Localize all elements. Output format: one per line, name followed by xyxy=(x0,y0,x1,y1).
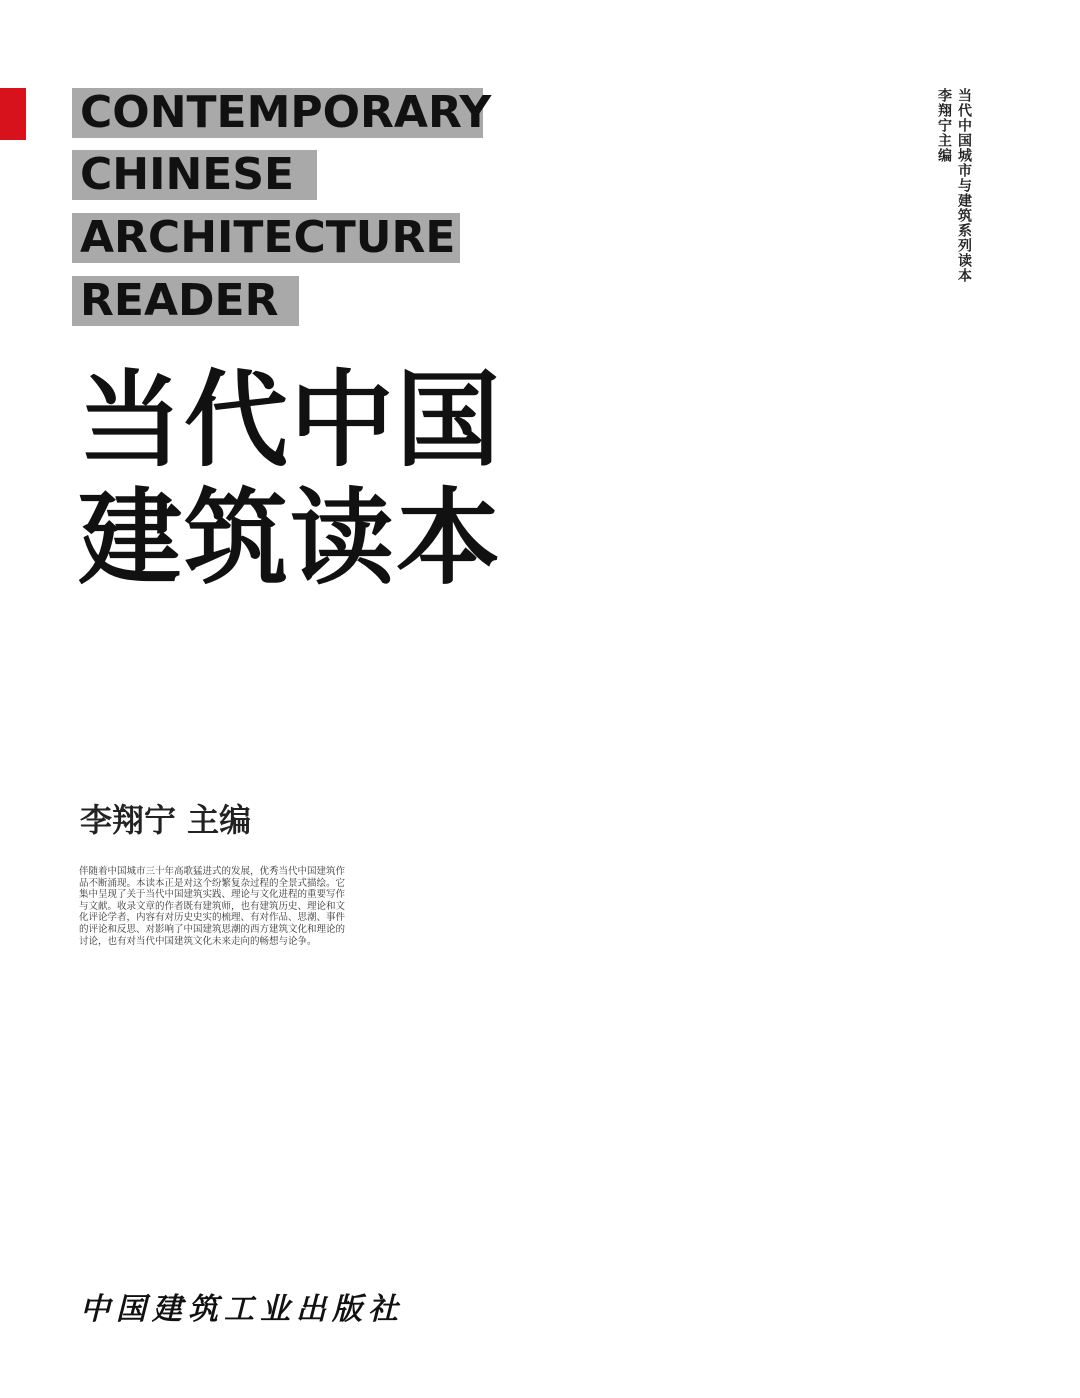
spine-text xyxy=(936,88,972,283)
chinese-title-line-2: 建筑读本 xyxy=(78,476,503,599)
book-description: 伴随着中国城市三十年高歌猛进式的发展，优秀当代中国建筑作品不断涌现。本读本正是对这个纷繁复杂过程的全景式描绘。它集中呈现了关于当代中国建筑实践、理论与文化进程的重要写作与文献。收录文章的作者既有建筑师，也有建筑历史、理论和文化评论学者，内容有对历史史实的梳理、有对作品、思潮、事件的评论和反思、对影响了中国建筑思潮的西方建筑文化和理论的讨论，也有对当代中国建筑文化未来走向的畅想与论争。 xyxy=(79,866,346,947)
red-accent-tab xyxy=(0,88,26,140)
english-title-line-2: CHINESE xyxy=(72,150,317,200)
editor-credit: 李翔宁 主编 xyxy=(80,801,252,839)
english-title-line-4: READER xyxy=(72,276,299,326)
english-title-line-1: CONTEMPORARY xyxy=(72,88,483,138)
series-name-vertical: 当代中国城市与建筑系列读本 xyxy=(956,88,972,283)
editor-vertical: 李翔宁主编 xyxy=(936,88,952,163)
english-title-line-3: ARCHITECTURE xyxy=(72,213,460,263)
chinese-title-line-1: 当代中国 xyxy=(78,358,503,481)
publisher-name: 中国建筑工业出版社 xyxy=(80,1292,404,1327)
